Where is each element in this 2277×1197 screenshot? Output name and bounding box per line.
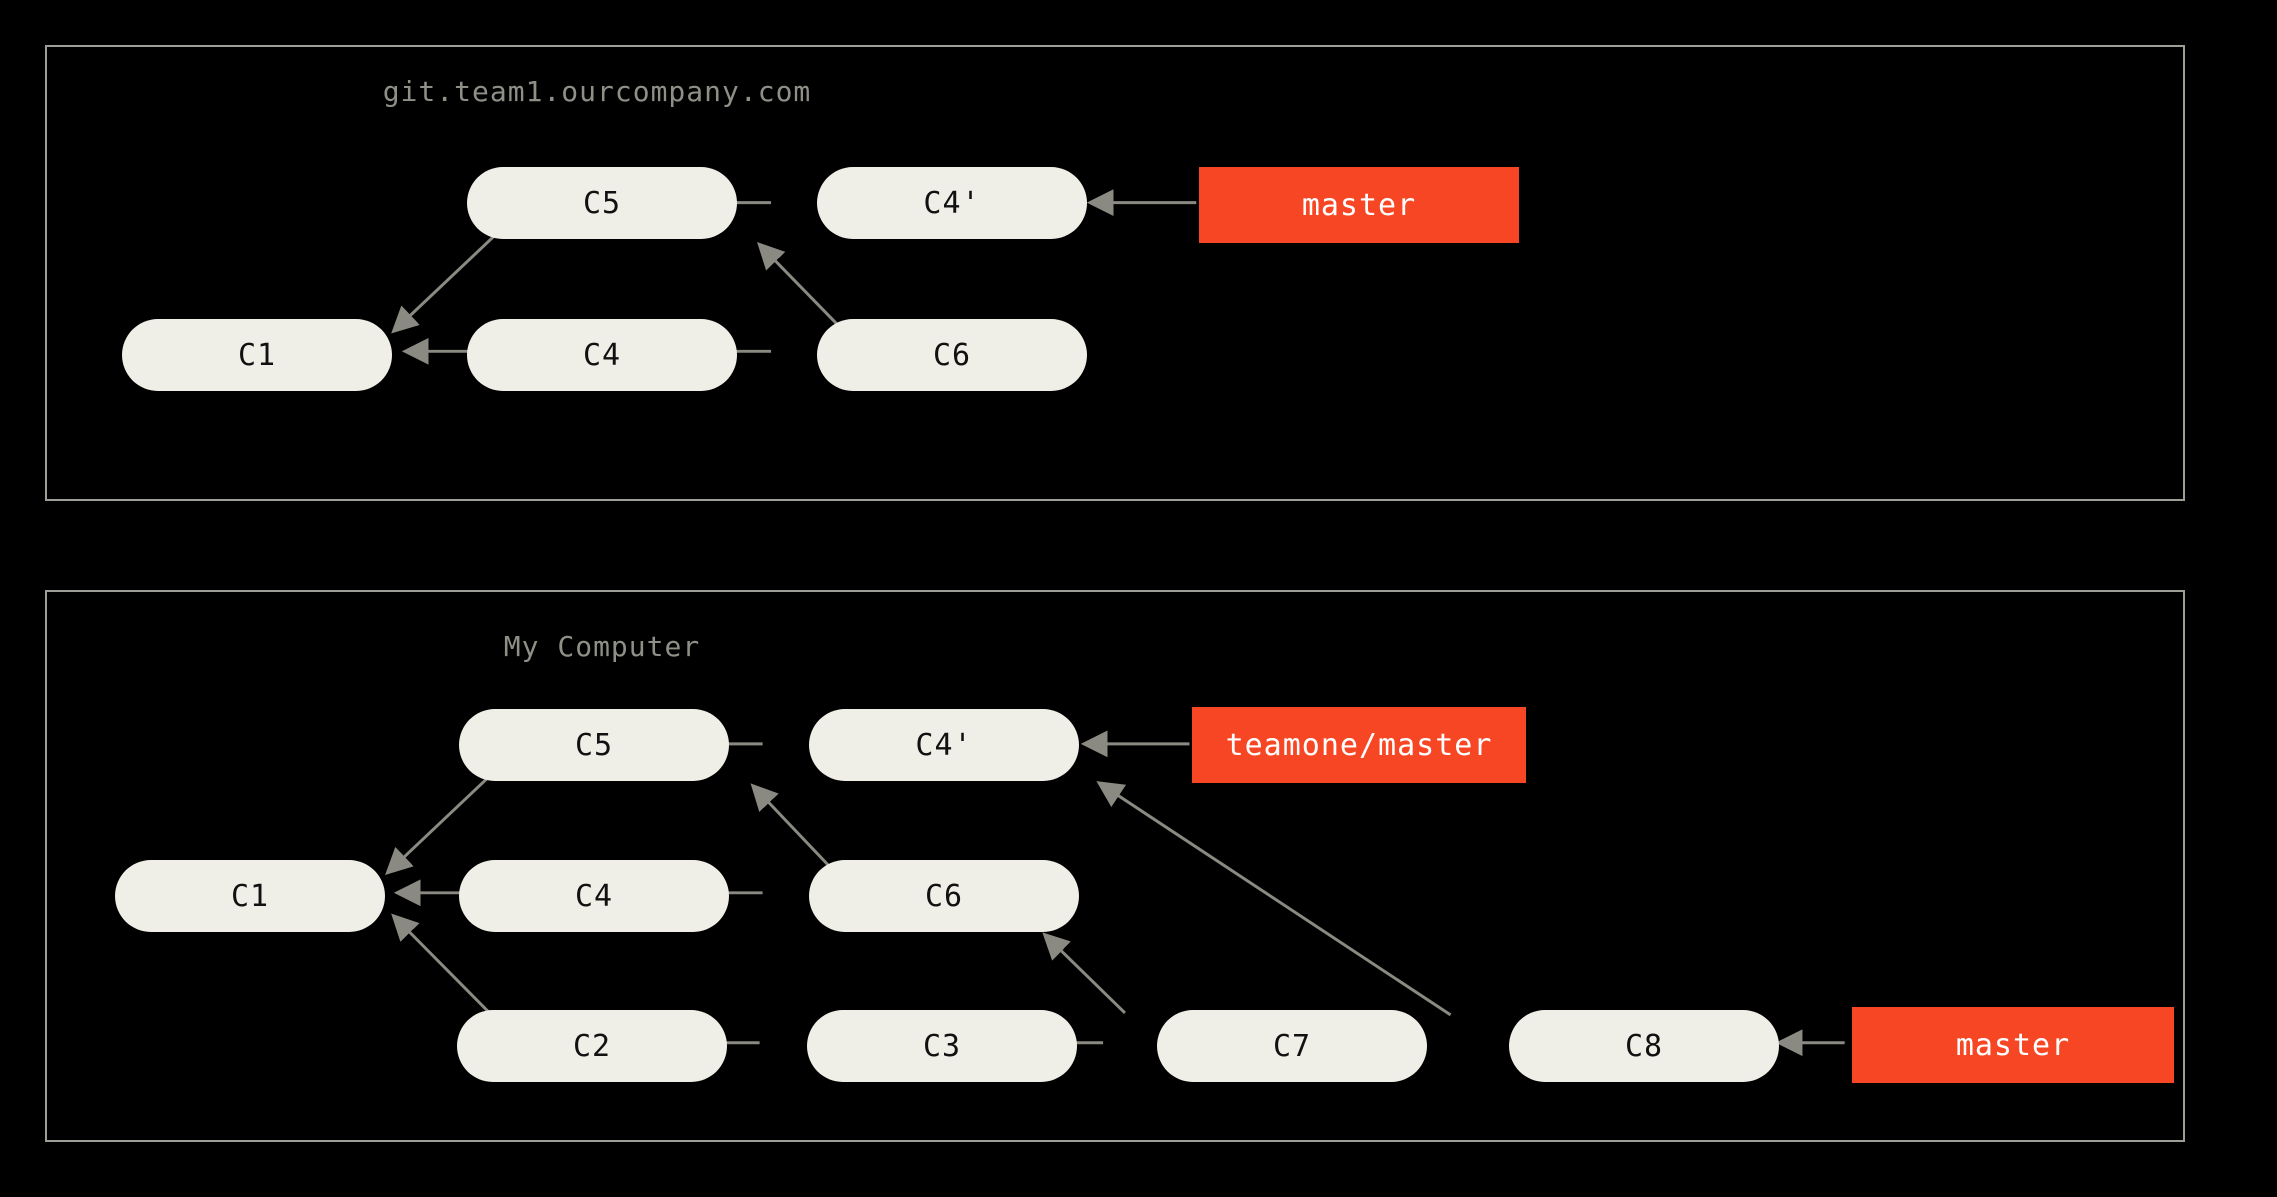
commit-label: C1: [237, 337, 277, 373]
commit-label: C1: [230, 878, 270, 914]
commit-label: C4: [582, 337, 622, 373]
branch-label-teamone-master[interactable]: [1192, 707, 1526, 783]
commit-label: C2: [572, 1028, 612, 1064]
commit-label: C8: [1624, 1028, 1664, 1064]
branch-label-master[interactable]: [1199, 167, 1519, 243]
commit-node-c4-prime[interactable]: [809, 709, 1079, 781]
panel-remote-title: git.team1.ourcompany.com: [382, 75, 812, 108]
commit-node-c6[interactable]: [809, 860, 1079, 932]
commit-node-c4-prime[interactable]: [817, 167, 1087, 239]
panel-remote-repository: [45, 45, 2185, 501]
commit-label: C4': [923, 185, 981, 221]
commit-node-c4[interactable]: [459, 860, 729, 932]
commit-node-c2[interactable]: [457, 1010, 727, 1082]
commit-label: C7: [1272, 1028, 1312, 1064]
commit-label: C5: [582, 185, 622, 221]
commit-node-c7[interactable]: [1157, 1010, 1427, 1082]
commit-label: C5: [574, 727, 614, 763]
panel-local-repository: [45, 590, 2185, 1142]
commit-node-c6[interactable]: [817, 319, 1087, 391]
commit-label: C3: [922, 1028, 962, 1064]
branch-label-text: master: [1955, 1027, 2071, 1063]
commit-node-c5[interactable]: [467, 167, 737, 239]
commit-node-c3[interactable]: [807, 1010, 1077, 1082]
commit-label: C4: [574, 878, 614, 914]
remote-edges: [47, 47, 2183, 499]
commit-node-c1[interactable]: [122, 319, 392, 391]
commit-label: C4': [915, 727, 973, 763]
commit-label: C6: [932, 337, 972, 373]
branch-label-master[interactable]: [1852, 1007, 2174, 1083]
branch-label-text: teamone/master: [1225, 727, 1493, 763]
branch-label-text: master: [1301, 187, 1417, 223]
commit-node-c1[interactable]: [115, 860, 385, 932]
commit-label: C6: [924, 878, 964, 914]
commit-node-c8[interactable]: [1509, 1010, 1779, 1082]
commit-node-c5[interactable]: [459, 709, 729, 781]
panel-local-title: My Computer: [503, 630, 701, 663]
commit-node-c4[interactable]: [467, 319, 737, 391]
